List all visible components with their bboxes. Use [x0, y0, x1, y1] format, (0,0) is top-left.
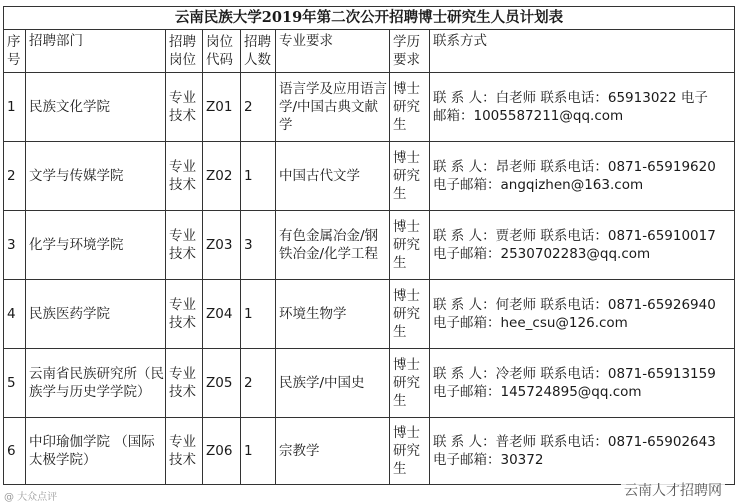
cell-count: 3 — [241, 211, 276, 280]
cell-edu: 博士研究生 — [390, 142, 430, 211]
header-major: 专业要求 — [276, 30, 390, 73]
contact-contact-line2: 邮箱：1005587211@qq.com — [433, 108, 624, 124]
table-row — [4, 142, 735, 211]
cell-post: 专业技术 — [166, 349, 203, 418]
corner-mark: @ 大众点评 — [4, 492, 58, 503]
watermark-text: 云南人才招聘网 — [621, 480, 725, 500]
table-row — [4, 73, 735, 142]
contact-contact-line1: 联 系 人：贾老师 联系电话：0871-65910017 — [433, 228, 716, 244]
cell-contact — [430, 142, 735, 211]
cell-major: 中国古代文学 — [276, 142, 390, 211]
header-dept: 招聘部门 — [26, 30, 166, 73]
contact-contact-line2: 电子邮箱：angqizhen@163.com — [433, 177, 644, 193]
cell-code: Z03 — [203, 211, 241, 280]
cell-contact — [430, 280, 735, 349]
cell-count: 1 — [241, 280, 276, 349]
cell-major: 环境生物学 — [276, 280, 390, 349]
table-row — [4, 418, 735, 485]
cell-post: 专业技术 — [166, 73, 203, 142]
contact-contact-line2: 电子邮箱：30372 — [433, 452, 544, 468]
header-contact: 联系方式 — [430, 30, 735, 73]
cell-count: 1 — [241, 142, 276, 211]
contact-contact-line1: 联 系 人：冷老师 联系电话：0871-65913159 — [433, 366, 716, 382]
header-post: 招聘岗位 — [166, 30, 203, 73]
header-count: 招聘人数 — [241, 30, 276, 73]
header-code: 岗位代码 — [203, 30, 241, 73]
cell-code: Z04 — [203, 280, 241, 349]
cell-dept: 民族医药学院 — [26, 280, 166, 349]
cell-seq: 2 — [4, 142, 26, 211]
cell-seq: 4 — [4, 280, 26, 349]
table-row — [4, 280, 735, 349]
table-row — [4, 211, 735, 280]
contact-contact-line1: 联 系 人：普老师 联系电话：0871-65902643 — [433, 434, 716, 450]
contact-contact-line2: 电子邮箱：145724895@qq.com — [433, 384, 642, 400]
table-title: 云南民族大学2019年第二次公开招聘博士研究生人员计划表 — [3, 6, 735, 29]
contact-contact-line2: 电子邮箱：hee_csu@126.com — [433, 315, 628, 331]
cell-contact — [430, 211, 735, 280]
cell-major: 有色金属冶金/钢铁冶金/化学工程 — [276, 211, 390, 280]
cell-dept: 中印瑜伽学院 （国际太极学院） — [26, 418, 166, 485]
contact-contact-line2: 电子邮箱：2530702283@qq.com — [433, 246, 651, 262]
cell-code: Z02 — [203, 142, 241, 211]
cell-contact — [430, 73, 735, 142]
cell-dept: 民族文化学院 — [26, 73, 166, 142]
table-row — [4, 349, 735, 418]
cell-count: 1 — [241, 418, 276, 485]
header-seq: 序号 — [4, 30, 26, 73]
cell-edu: 博士研究生 — [390, 280, 430, 349]
cell-edu: 博士研究生 — [390, 73, 430, 142]
cell-seq: 1 — [4, 73, 26, 142]
cell-seq: 5 — [4, 349, 26, 418]
header-row — [4, 30, 735, 73]
cell-major: 语言学及应用语言学/中国古典文献学 — [276, 73, 390, 142]
contact-contact-line1: 联 系 人：何老师 联系电话：0871-65926940 — [433, 297, 716, 313]
cell-edu: 博士研究生 — [390, 418, 430, 485]
cell-dept: 云南省民族研究所（民族学与历史学学院） — [26, 349, 166, 418]
cell-count: 2 — [241, 349, 276, 418]
cell-contact — [430, 349, 735, 418]
cell-edu: 博士研究生 — [390, 349, 430, 418]
cell-code: Z06 — [203, 418, 241, 485]
cell-contact — [430, 418, 735, 485]
cell-seq: 6 — [4, 418, 26, 485]
cell-dept: 文学与传媒学院 — [26, 142, 166, 211]
cell-seq: 3 — [4, 211, 26, 280]
contact-contact-line1: 联 系 人：昂老师 联系电话：0871-65919620 — [433, 159, 716, 175]
cell-edu: 博士研究生 — [390, 211, 430, 280]
cell-code: Z01 — [203, 73, 241, 142]
cell-post: 专业技术 — [166, 142, 203, 211]
cell-dept: 化学与环境学院 — [26, 211, 166, 280]
contact-contact-line1: 联 系 人：白老师 联系电话：65913022 电子 — [433, 90, 708, 106]
cell-major: 宗教学 — [276, 418, 390, 485]
cell-major: 民族学/中国史 — [276, 349, 390, 418]
cell-post: 专业技术 — [166, 280, 203, 349]
cell-count: 2 — [241, 73, 276, 142]
cell-code: Z05 — [203, 349, 241, 418]
cell-post: 专业技术 — [166, 418, 203, 485]
header-edu: 学历要求 — [390, 30, 430, 73]
recruitment-plan-table — [3, 6, 735, 485]
cell-post: 专业技术 — [166, 211, 203, 280]
